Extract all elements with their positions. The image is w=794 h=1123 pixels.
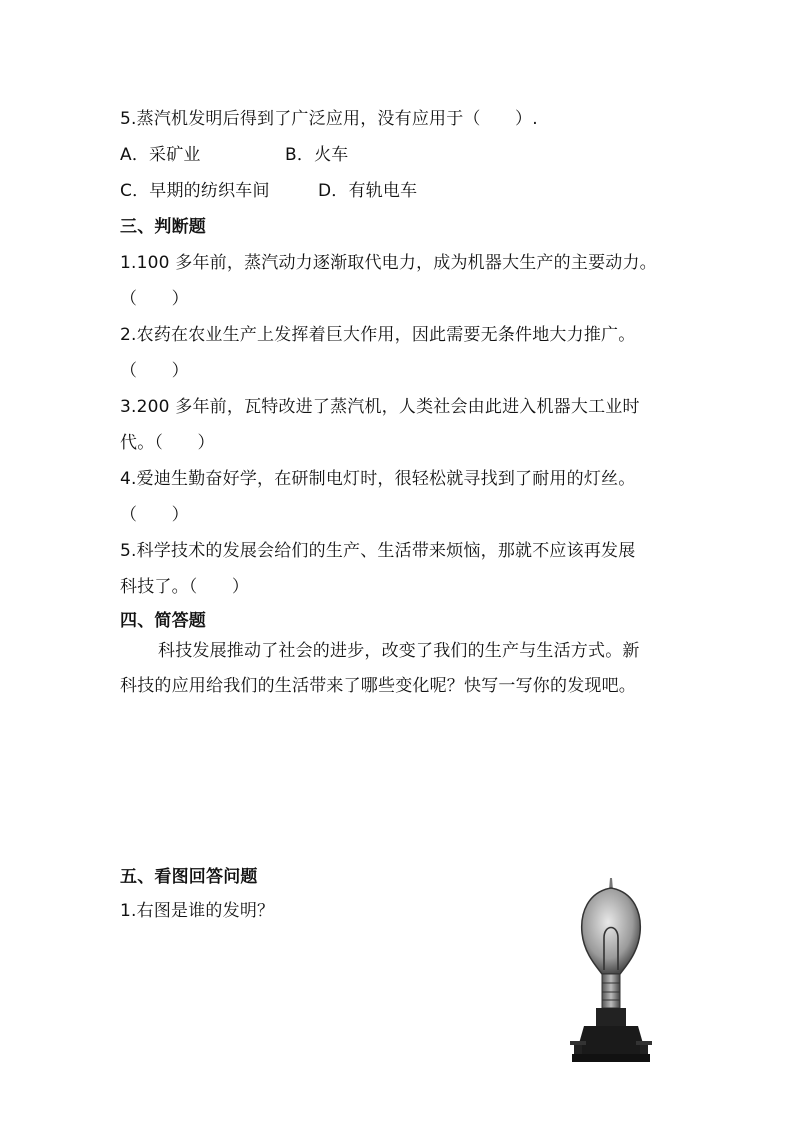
q5-options-row2 <box>120 180 720 202</box>
light-bulb-icon <box>566 878 656 1080</box>
q5-option-a: A．采矿业 <box>120 145 201 165</box>
judge-item-2-line2: （ ） <box>120 361 189 381</box>
picture-question-1: 1.右图是谁的发明？ <box>120 901 275 921</box>
judge-item-4-line2: （ ） <box>120 505 189 525</box>
q5-option-c: C．早期的纺织车间 <box>120 181 270 201</box>
judge-item-1-line2: （ ） <box>120 289 189 309</box>
judge-item-4-line1: 4.爱迪生勤奋好学，在研制电灯时，很轻松就寻找到了耐用的灯丝。 <box>120 469 636 489</box>
short-answer-line2: 科技的应用给我们的生活带来了哪些变化呢？快写一写你的发现吧。 <box>120 676 636 696</box>
section3-heading: 三、判断题 <box>120 217 206 237</box>
judge-item-1-line1: 1.100 多年前，蒸汽动力逐渐取代电力，成为机器大生产的主要动力。 <box>120 253 657 273</box>
q5-option-b: B．火车 <box>285 145 349 165</box>
section4-heading: 四、简答题 <box>120 611 206 631</box>
judge-item-3-line1: 3.200 多年前，瓦特改进了蒸汽机，人类社会由此进入机器大工业时 <box>120 397 640 417</box>
judge-item-5-line1: 5.科学技术的发展会给们的生产、生活带来烦恼，那就不应该再发展 <box>120 541 636 561</box>
q5-options-row1 <box>120 144 720 166</box>
short-answer-line1: 科技发展推动了社会的进步，改变了我们的生产与生活方式。新 <box>158 641 640 661</box>
q5-stem: 5.蒸汽机发明后得到了广泛应用，没有应用于（ ）. <box>120 109 538 129</box>
q5-option-d: D．有轨电车 <box>318 181 418 201</box>
judge-item-2-line1: 2.农药在农业生产上发挥着巨大作用，因此需要无条件地大力推广。 <box>120 325 636 345</box>
judge-item-3-line2: 代。（ ） <box>120 433 215 453</box>
judge-item-5-line2: 科技了。（ ） <box>120 577 250 597</box>
section5-heading: 五、看图回答问题 <box>120 867 258 887</box>
